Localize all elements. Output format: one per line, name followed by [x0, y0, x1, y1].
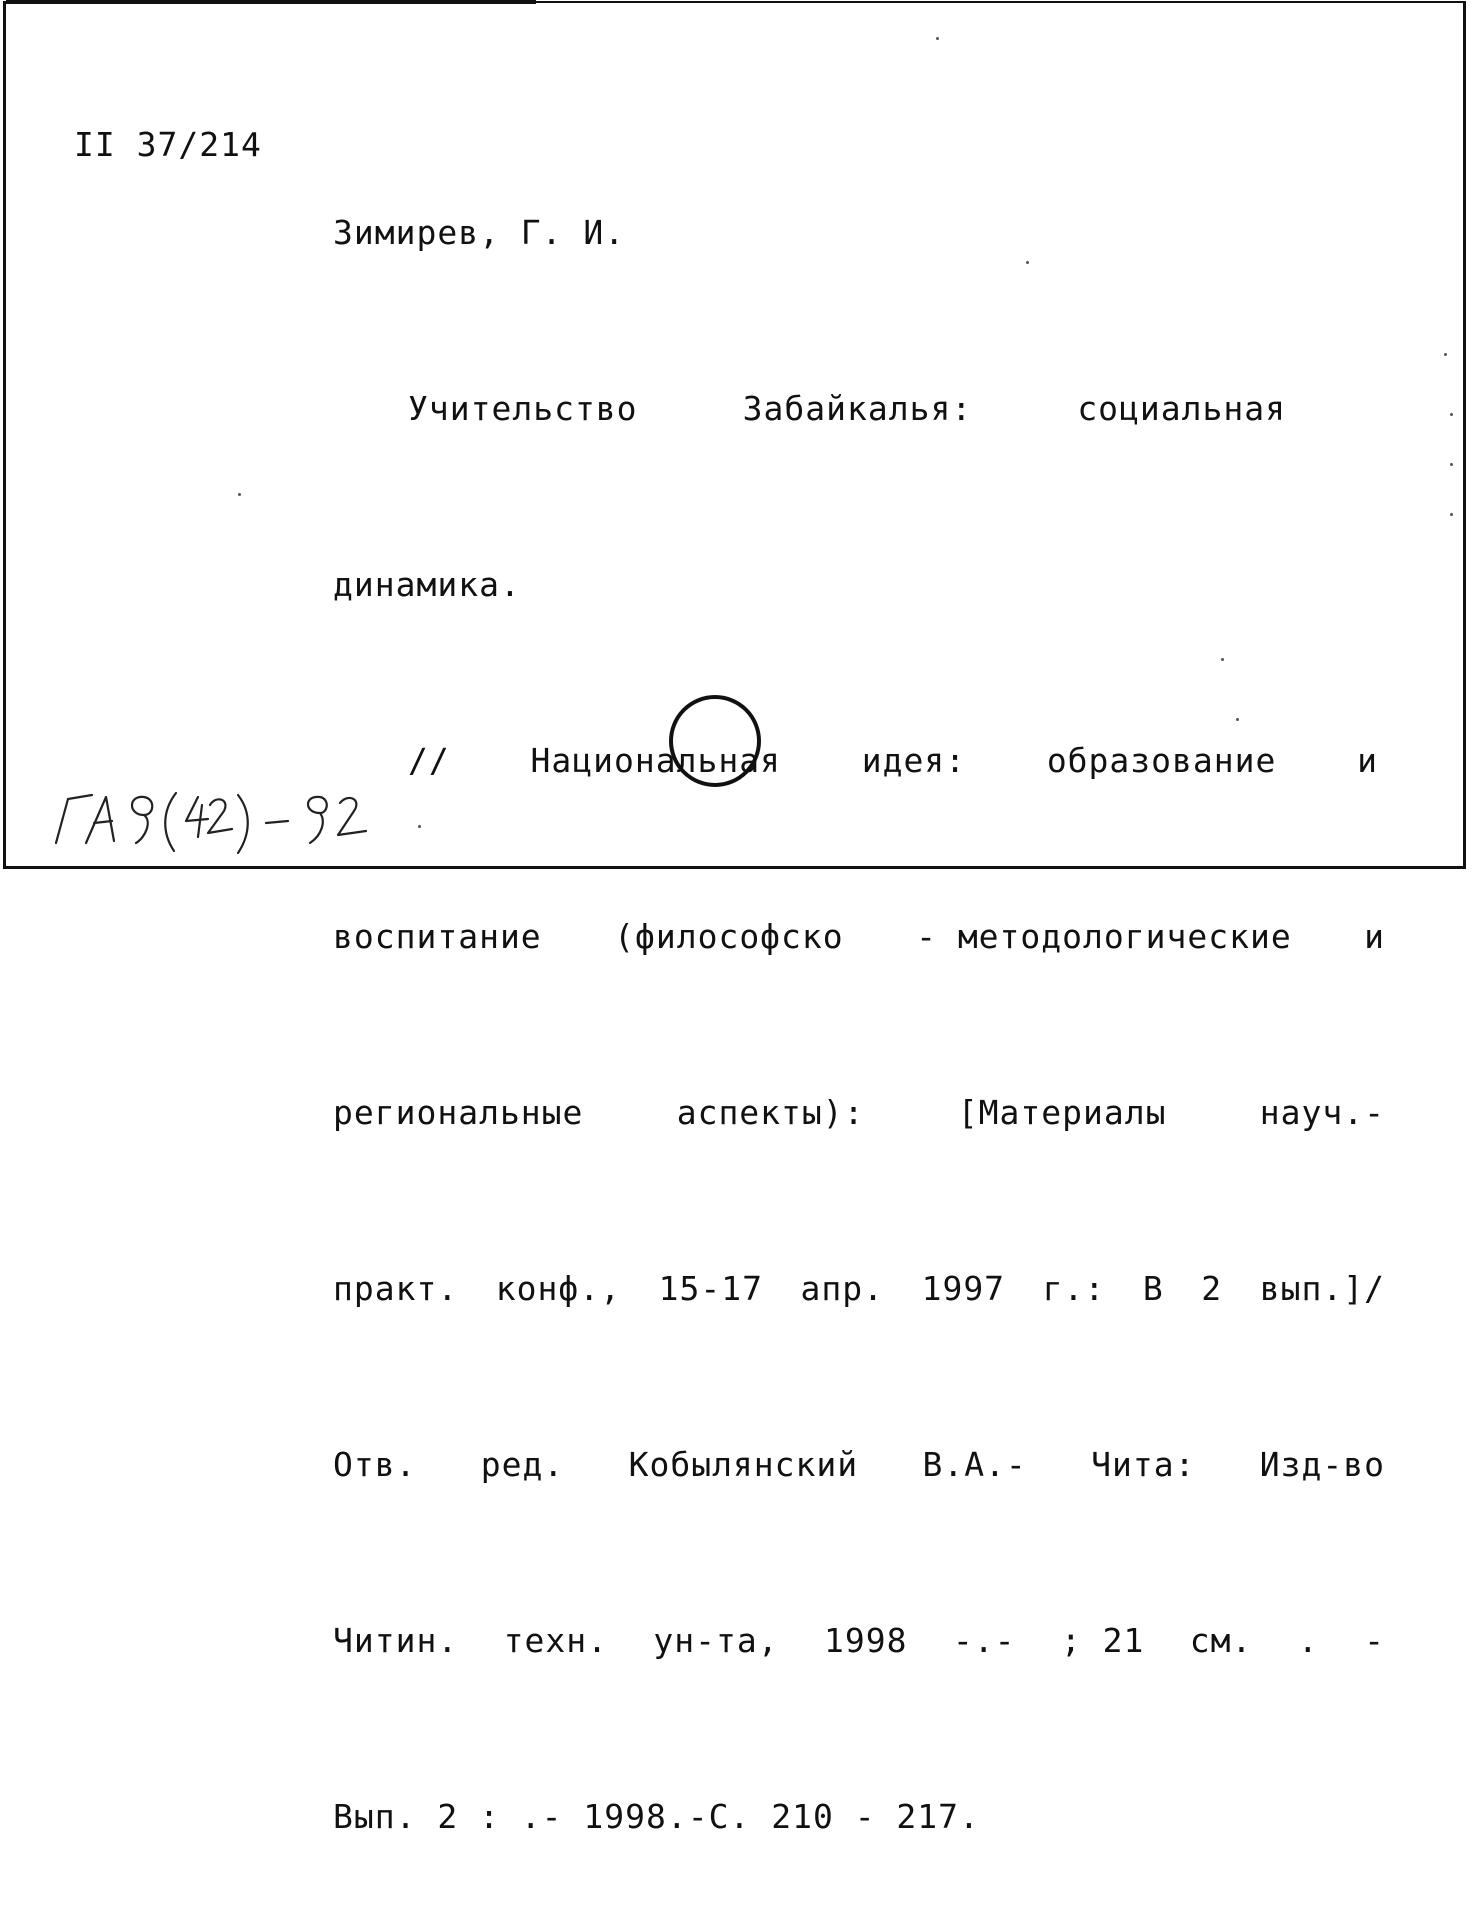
paper-speck	[238, 493, 241, 496]
title-line-1	[333, 387, 1286, 431]
source-word: -	[1364, 1621, 1385, 1660]
paper-speck	[1450, 463, 1453, 466]
source-word: Кобылянский	[628, 1445, 859, 1484]
source-word: - методологические	[916, 917, 1292, 956]
source-word: образование	[1046, 741, 1277, 780]
source-word: см.	[1189, 1621, 1253, 1660]
source-word: апр.	[800, 1269, 884, 1308]
paper-speck	[418, 825, 421, 828]
source-word: г.:	[1042, 1269, 1106, 1308]
paper-speck	[936, 37, 939, 40]
source-word: и	[1357, 741, 1378, 780]
paper-speck	[1221, 658, 1224, 661]
source-line-2	[333, 915, 1385, 959]
paper-speck	[1450, 513, 1453, 516]
paper-speck	[1236, 718, 1239, 721]
source-word: ред.	[480, 1445, 565, 1484]
source-word: Чита:	[1091, 1445, 1196, 1484]
source-line-4	[333, 1267, 1385, 1311]
source-word: практ.	[333, 1269, 459, 1308]
source-line-7: Вып. 2 : .- 1998.-С. 210 - 217.	[333, 1797, 980, 1836]
shelfmark: II 37/214	[74, 125, 262, 164]
source-word: техн.	[503, 1621, 608, 1660]
source-word: -.-	[952, 1621, 1016, 1660]
source-word: аспекты):	[676, 1093, 865, 1132]
source-line-5	[333, 1443, 1385, 1487]
punch-hole-circle	[669, 695, 761, 787]
source-word: В	[1142, 1269, 1164, 1308]
title-word: социальная	[1077, 389, 1286, 428]
source-word: конф.,	[495, 1269, 622, 1308]
author-line: Зимирев, Г. И.	[333, 213, 626, 252]
source-word: В.А.-	[922, 1445, 1027, 1484]
card-top-edge	[6, 0, 536, 4]
source-word: [Материалы	[957, 1093, 1167, 1132]
handwritten-note	[48, 781, 408, 861]
source-word: идея:	[861, 741, 967, 780]
source-word: ун-та,	[653, 1621, 779, 1660]
source-word: Национальная	[530, 741, 781, 780]
source-word: науч.-	[1259, 1093, 1385, 1132]
paper-speck	[1450, 413, 1453, 416]
title-line-2: динамика.	[333, 565, 521, 604]
source-word: Изд-во	[1259, 1445, 1385, 1484]
title-word: Забайкалья:	[742, 389, 973, 428]
source-line-6	[333, 1619, 1385, 1663]
source-word: (философско	[614, 917, 844, 956]
source-word: 2	[1201, 1269, 1223, 1308]
source-line-3	[333, 1091, 1385, 1135]
source-word: и	[1364, 917, 1385, 956]
source-word: 15-17	[658, 1269, 763, 1308]
source-word: региональные	[333, 1093, 584, 1132]
source-line-1	[333, 739, 1378, 783]
catalog-card	[3, 1, 1466, 1836]
title-word: Учительство	[408, 389, 638, 428]
paper-speck	[1444, 353, 1447, 356]
source-word: Читин.	[333, 1621, 459, 1660]
source-word: ; 21	[1060, 1621, 1145, 1660]
source-word: вып.]/	[1259, 1269, 1385, 1308]
source-word: .	[1297, 1621, 1319, 1660]
paper-speck	[1026, 261, 1029, 264]
source-word: 1997	[921, 1269, 1006, 1308]
source-word: Отв.	[333, 1445, 417, 1484]
bibliographic-entry	[333, 123, 1393, 1927]
source-word: //	[408, 741, 450, 780]
source-word: воспитание	[333, 917, 542, 956]
source-word: 1998	[824, 1621, 908, 1660]
